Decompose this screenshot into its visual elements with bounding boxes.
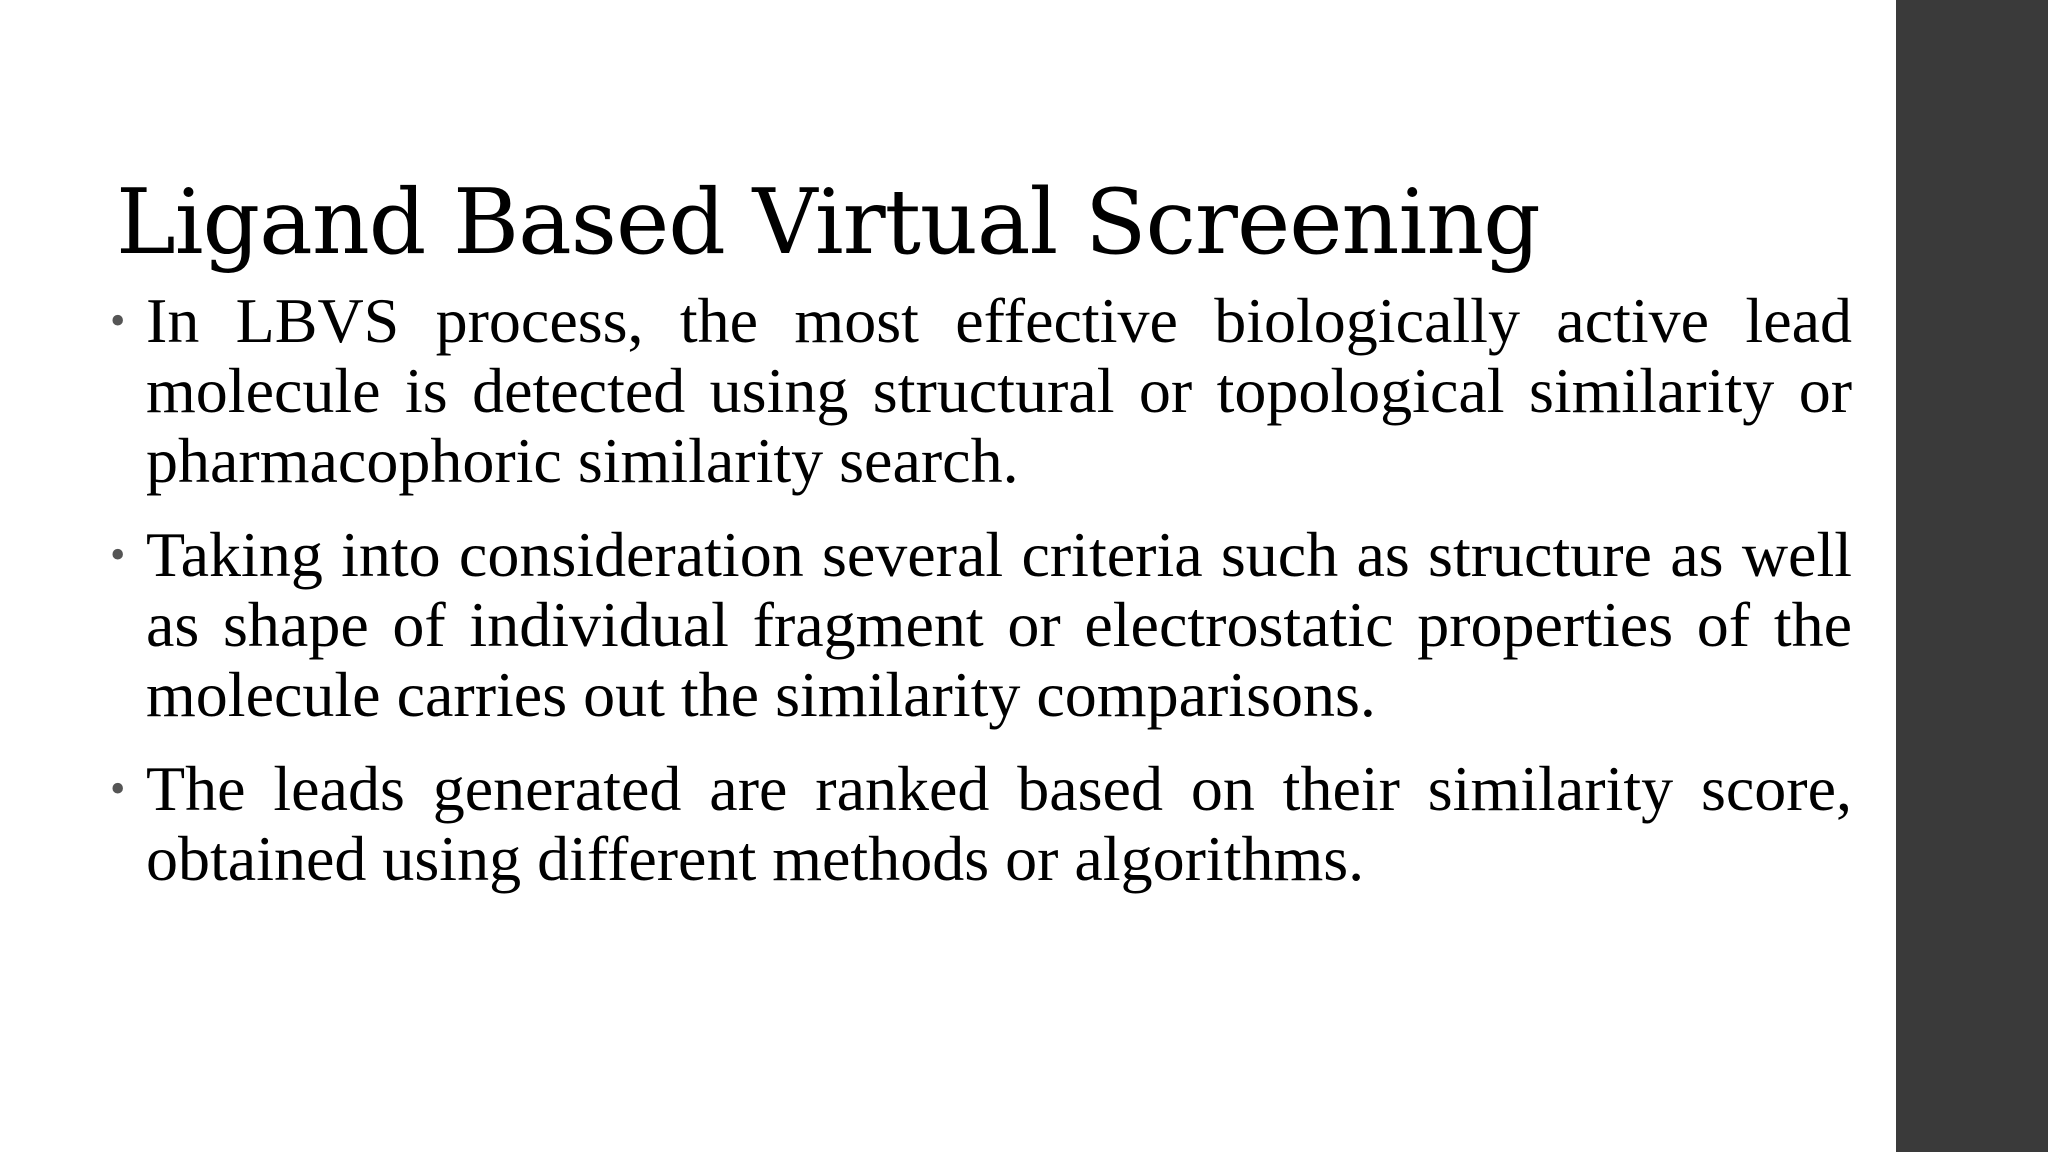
bullet-dot-icon: • (110, 764, 126, 813)
bullet-text: The leads generated are ranked based on their similarity score, obtained using different methods or algorithms. (146, 753, 1852, 894)
bullet-list (110, 286, 1852, 918)
slide-title: Ligand Based Virtual Screening (116, 170, 1540, 275)
bullet-item (110, 286, 1852, 496)
decorative-side-bar (1896, 0, 2048, 1152)
bullet-dot-icon: • (110, 530, 126, 579)
bullet-item (110, 520, 1852, 730)
bullet-text: In LBVS process, the most effective biologically active lead molecule is detected using structural or topological similarity or pharmacophoric similarity search. (146, 285, 1852, 496)
bullet-item (110, 754, 1852, 894)
bullet-text: Taking into consideration several criteria such as structure as well as shape of individual fragment or electrostatic properties of the molecule carries out the similarity comparisons. (146, 519, 1852, 730)
bullet-dot-icon: • (110, 296, 126, 345)
